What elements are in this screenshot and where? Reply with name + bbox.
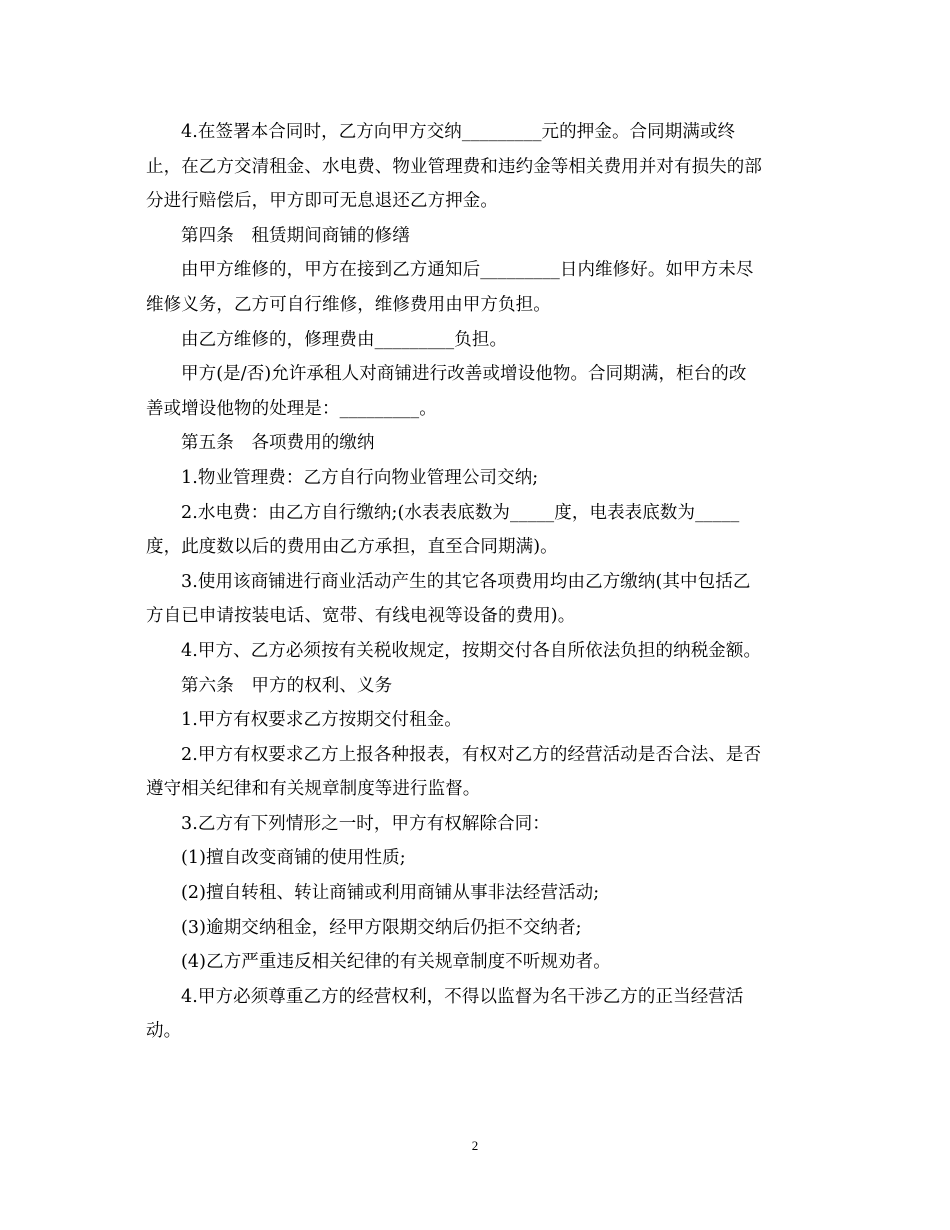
text-line: 4.在签署本合同时，乙方向甲方交纳_________元的押金。合同期满或终 (181, 122, 736, 142)
text-line: 3.乙方有下列情形之一时，甲方有权解除合同： (181, 813, 550, 834)
text-line: 1.甲方有权要求乙方按期交付租金。 (181, 710, 462, 731)
text-line: (2)擅自转租、转让商铺或利用商铺从事非法经营活动; (181, 883, 600, 904)
text-line: (4)乙方严重违反相关纪律的有关规章制度不听规劝者。 (181, 952, 611, 973)
document-body (146, 115, 806, 1049)
text-line: 2.水电费：由乙方自行缴纳;(水表表底数为_____度，电表表底数为_____ (181, 502, 740, 523)
text-line: 4.甲方、乙方必须按有关税收规定，按期交付各自所依法负担的纳税金额。 (181, 640, 762, 661)
page-number: 2 (471, 1138, 479, 1153)
text-line: 第四条 租赁期间商铺的修缮 (181, 225, 410, 246)
text-line: 3.使用该商铺进行商业活动产生的其它各项费用均由乙方缴纳(其中包括乙 (181, 571, 751, 592)
text-line: (1)擅自改变商铺的使用性质; (181, 848, 406, 869)
text-line: 由甲方维修的，甲方在接到乙方通知后_________日内维修好。如甲方未尽 (181, 260, 754, 281)
text-line: 方自已申请按装电话、宽带、有线电视等设备的费用)。 (146, 606, 576, 627)
text-line: 4.甲方必须尊重乙方的经营权利，不得以监督为名干涉乙方的正当经营活 (181, 986, 744, 1007)
text-line: 止，在乙方交清租金、水电费、物业管理费和违约金等相关费用并对有损失的部 (146, 156, 762, 177)
text-line: 遵守相关纪律和有关规章制度等进行监督。 (146, 779, 481, 800)
text-line: 第六条 甲方的权利、义务 (181, 675, 393, 696)
text-line: 动。 (146, 1021, 182, 1042)
text-line: 第五条 各项费用的缴纳 (181, 433, 375, 454)
text-line: 维修义务，乙方可自行维修，维修费用由甲方负担。 (146, 294, 551, 315)
text-line: 善或增设他物的处理是：_________。 (146, 398, 437, 419)
text-line: (3)逾期交纳租金，经甲方限期交纳后仍拒不交纳者; (181, 917, 582, 938)
text-line: 由乙方维修的，修理费由_________负担。 (181, 329, 508, 350)
text-line: 1.物业管理费：乙方自行向物业管理公司交纳; (181, 467, 539, 488)
text-line: 分进行赔偿后，甲方即可无息退还乙方押金。 (146, 191, 498, 212)
text-line: 2.甲方有权要求乙方上报各种报表，有权对乙方的经营活动是否合法、是否 (181, 744, 762, 765)
text-line: 度，此度数以后的费用由乙方承担，直至合同期满)。 (146, 537, 558, 558)
text-line: 甲方(是/否)允许承租人对商铺进行改善或增设他物。合同期满，柜台的改 (181, 364, 747, 385)
